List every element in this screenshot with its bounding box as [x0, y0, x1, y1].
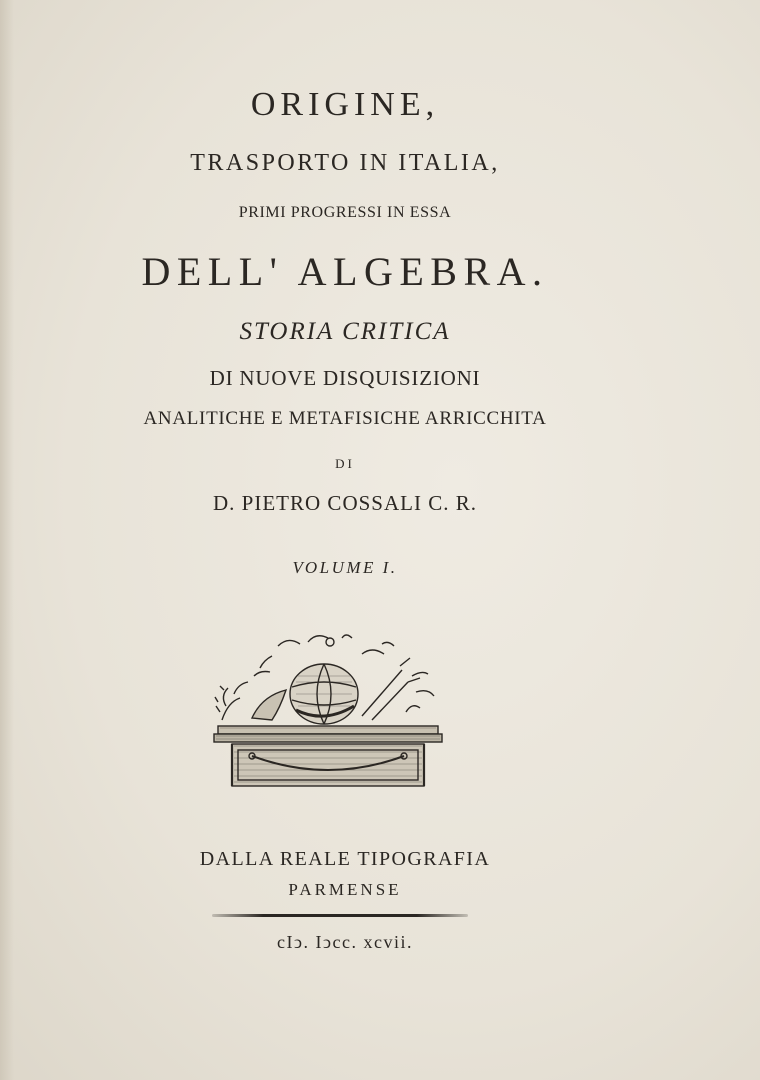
- title-origine: ORIGINE,: [250, 86, 440, 123]
- imprint-rule: [212, 914, 468, 917]
- imprint-publisher: DALLA REALE TIPOGRAFIA: [199, 848, 491, 870]
- title-primi-progressi: PRIMI PROGRESSI IN ESSA: [238, 204, 452, 221]
- author-name: D. PIETRO COSSALI C. R.: [213, 491, 477, 515]
- imprint-date: cIↄ. Iↄcc. xcvii.: [277, 932, 413, 952]
- title-algebra: DELL' ALGEBRA.: [141, 249, 549, 294]
- subtitle-disquisizioni: DI NUOVE DISQUISIZIONI: [209, 366, 481, 390]
- title-trasporto: TRASPORTO IN ITALIA,: [190, 150, 500, 176]
- subtitle-storia-critica: STORIA CRITICA: [239, 318, 451, 345]
- volume-label: VOLUME I.: [292, 558, 398, 577]
- by-line: DI: [335, 456, 355, 471]
- imprint-place: PARMENSE: [288, 880, 402, 899]
- engraved-globe-vignette-icon: [212, 632, 444, 792]
- subtitle-analitiche: ANALITICHE E METAFISICHE ARRICCHITA: [143, 408, 547, 429]
